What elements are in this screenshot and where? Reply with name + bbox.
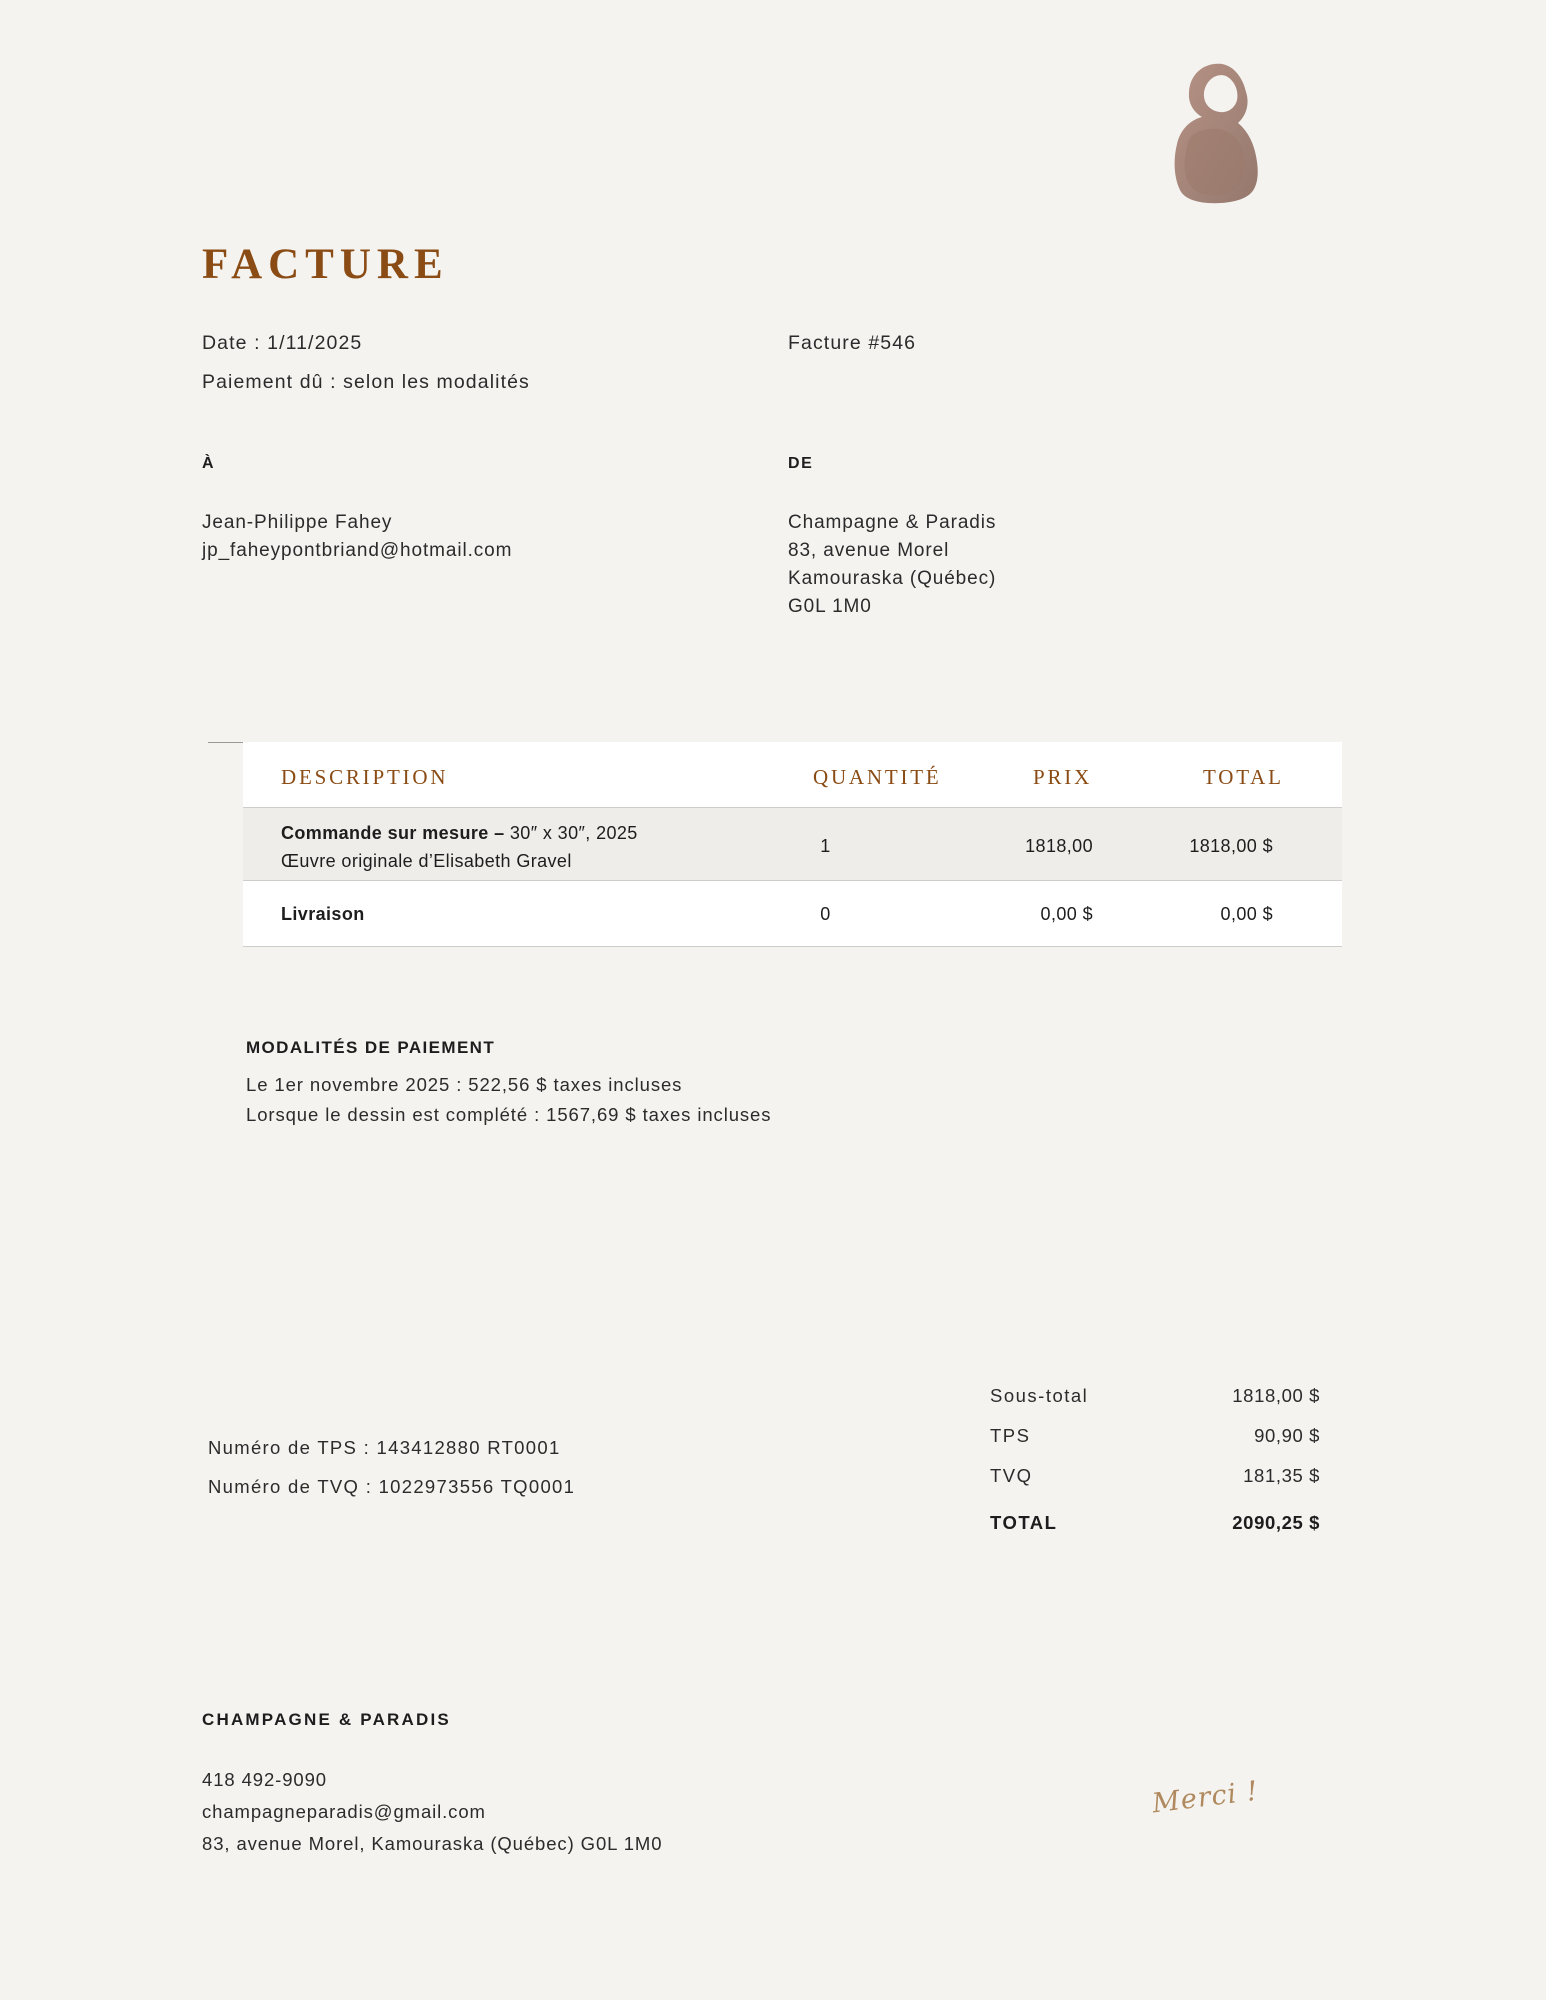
column-header-quantity: QUANTITÉ [813, 765, 942, 789]
payment-terms-line: Le 1er novembre 2025 : 522,56 $ taxes incluses [246, 1074, 683, 1095]
line-item-quantity: 0 [820, 904, 831, 924]
grand-total-row [990, 1512, 1320, 1552]
line-item-total: 0,00 $ [1220, 904, 1273, 924]
line-item-description-rest: 30″ x 30″, 2025 [504, 823, 638, 843]
payment-terms-section [246, 1038, 771, 1130]
payment-due: Paiement dû : selon les modalités [202, 371, 530, 393]
tps-number: Numéro de TPS : 143412880 RT0001 [208, 1437, 561, 1458]
footer-company-name: CHAMPAGNE & PARADIS [202, 1710, 451, 1729]
page-title: FACTURE [202, 241, 449, 288]
thank-you-signature: Merci ! [1150, 1775, 1261, 1820]
bill-to-label: À [202, 455, 216, 472]
line-item-total: 1818,00 $ [1189, 836, 1273, 856]
line-item-description [281, 823, 638, 844]
tax-numbers-section [208, 1428, 575, 1506]
table-row [243, 807, 1342, 881]
payment-terms-line: Lorsque le dessin est complété : 1567,69 $ taxes incluses [246, 1104, 772, 1125]
line-item-subdescription: Œuvre originale d’Elisabeth Gravel [281, 851, 572, 871]
footer-phone: 418 492-9090 [202, 1769, 327, 1790]
subtotal-row [990, 1385, 1320, 1425]
footer-address: 83, avenue Morel, Kamouraska (Québec) G0L 1M0 [202, 1833, 663, 1854]
totals-section [990, 1385, 1320, 1552]
subtotal-label: Sous-total [990, 1385, 1089, 1406]
footer-email: champagneparadis@gmail.com [202, 1801, 486, 1822]
invoice-number: Facture #546 [788, 332, 917, 354]
table-row [243, 881, 1342, 947]
bill-to-block [202, 455, 512, 565]
line-item-price: 0,00 $ [1040, 904, 1093, 924]
meta-row-due [202, 371, 1342, 410]
brand-logo-icon [1160, 60, 1270, 205]
column-header-description: DESCRIPTION [281, 765, 449, 789]
line-item-description: Livraison [281, 904, 365, 924]
column-header-total: TOTAL [1203, 765, 1284, 789]
payment-terms-title: MODALITÉS DE PAIEMENT [246, 1038, 496, 1057]
column-header-price: PRIX [1033, 765, 1093, 789]
tvq-row [990, 1465, 1320, 1505]
bill-from-label: DE [788, 455, 814, 472]
tps-value: 90,90 $ [1254, 1425, 1320, 1446]
tps-row [990, 1425, 1320, 1465]
line-item-price: 1818,00 [1025, 836, 1093, 856]
line-items-table [208, 742, 1342, 947]
grand-total-label: TOTAL [990, 1512, 1058, 1533]
invoice-date: Date : 1/11/2025 [202, 332, 363, 354]
subtotal-value: 1818,00 $ [1232, 1385, 1320, 1406]
bill-from-block [788, 455, 996, 621]
bill-to-email: jp_faheypontbriand@hotmail.com [202, 540, 513, 561]
line-item-description-strong: Commande sur mesure – [281, 823, 505, 843]
footer-section [202, 1710, 662, 1860]
tvq-value: 181,35 $ [1243, 1465, 1320, 1486]
tvq-label: TVQ [990, 1465, 1033, 1486]
meta-row-date [202, 332, 1342, 371]
bill-from-postal: G0L 1M0 [788, 596, 872, 617]
bill-to-name: Jean-Philippe Fahey [202, 512, 393, 533]
table-header-row [243, 742, 1342, 807]
bill-from-company: Champagne & Paradis [788, 512, 997, 533]
invoice-meta [202, 332, 1342, 410]
grand-total-value: 2090,25 $ [1232, 1512, 1320, 1533]
bill-from-street: 83, avenue Morel [788, 540, 950, 561]
line-item-quantity: 1 [820, 836, 831, 856]
tps-label: TPS [990, 1425, 1031, 1446]
bill-from-city: Kamouraska (Québec) [788, 568, 997, 589]
tvq-number: Numéro de TVQ : 1022973556 TQ0001 [208, 1476, 576, 1497]
